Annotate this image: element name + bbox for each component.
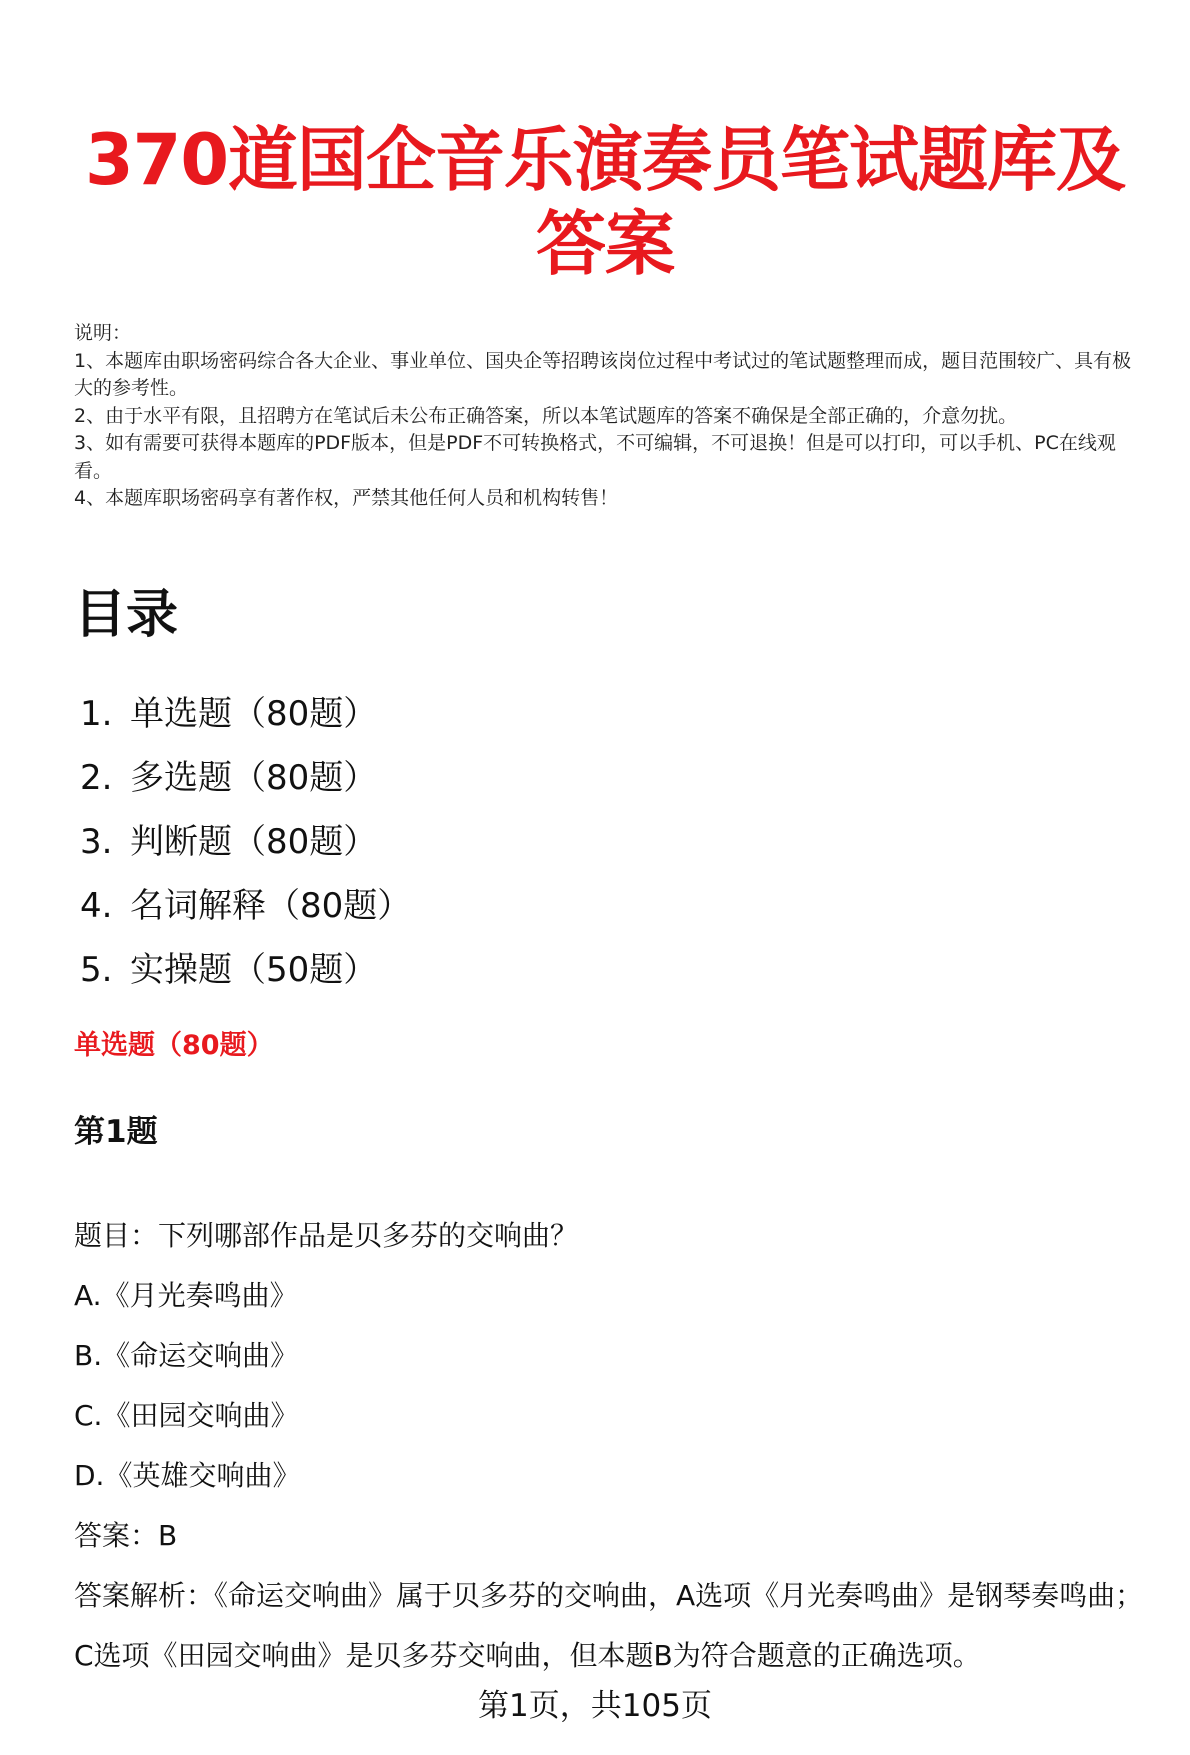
toc-item-number: 2. xyxy=(80,758,113,798)
toc-item-multiple-choice[interactable] xyxy=(80,746,411,810)
toc-item-label: 名词解释（80题） xyxy=(130,886,412,926)
toc-item-number: 1. xyxy=(80,694,113,734)
option-d: D.《英雄交响曲》 xyxy=(74,1459,301,1492)
toc-item-number: 4. xyxy=(80,886,113,926)
toc-item-terms[interactable] xyxy=(80,874,411,938)
question-stem: 题目：下列哪部作品是贝多芬的交响曲？ xyxy=(74,1219,579,1252)
notes-label: 说明： xyxy=(74,322,132,344)
toc-heading: 目录 xyxy=(74,585,179,645)
option-b: B.《命运交响曲》 xyxy=(74,1339,299,1372)
note-item: 4、本题库职场密码享有著作权，严禁其他任何人员和机构转售！ xyxy=(74,487,619,509)
option-a: A.《月光奏鸣曲》 xyxy=(74,1279,298,1312)
note-item: 1、本题库由职场密码综合各大企业、事业单位、国央企等招聘该岗位过程中考试过的笔试题整理而成，题目范围较广、具有极大的参考性。 xyxy=(74,349,1132,399)
toc-item-label: 单选题（80题） xyxy=(130,694,378,734)
toc-item-true-false[interactable] xyxy=(80,810,411,874)
note-item: 3、如有需要可获得本题库的PDF版本，但是PDF不可转换格式，不可编辑，不可退换！但是可以打印，可以手机、PC在线观看。 xyxy=(74,432,1116,482)
note-item: 2、由于水平有限，且招聘方在笔试后未公布正确答案，所以本笔试题库的答案不确保是全部正确的，介意勿扰。 xyxy=(74,404,1018,427)
toc-list xyxy=(80,682,411,1002)
page-footer: 第1页，共105页 xyxy=(478,1688,712,1724)
toc-item-label: 实操题（50题） xyxy=(130,950,378,990)
toc-item-label: 多选题（80题） xyxy=(130,758,378,798)
section-title: 单选题（80题） xyxy=(74,1030,274,1061)
question-block xyxy=(74,1206,1150,1686)
toc-item-practical[interactable] xyxy=(80,938,411,1002)
toc-item-number: 5. xyxy=(80,950,113,990)
toc-item-single-choice[interactable] xyxy=(80,682,411,746)
toc-item-number: 3. xyxy=(80,822,113,862)
answer-analysis: 答案解析：《命运交响曲》属于贝多芬的交响曲，A选项《月光奏鸣曲》是钢琴奏鸣曲；C选项《田园交响曲》是贝多芬交响曲，但本题B为符合题意的正确选项。 xyxy=(74,1579,1144,1672)
option-c: C.《田园交响曲》 xyxy=(74,1399,299,1432)
toc-item-label: 判断题（80题） xyxy=(130,822,378,862)
answer: 答案：B xyxy=(74,1519,178,1552)
question-number: 第1题 xyxy=(74,1114,158,1150)
document-title: 370道国企音乐演奏员笔试题库及答案 xyxy=(84,119,1126,285)
notes-block xyxy=(74,320,1150,513)
